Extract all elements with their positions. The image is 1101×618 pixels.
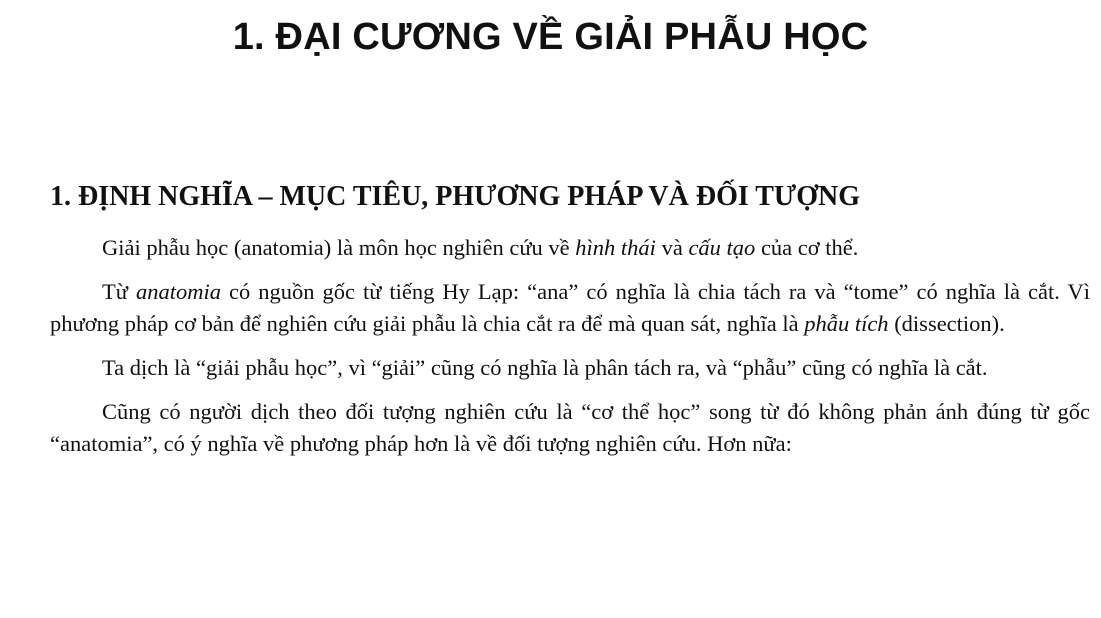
paragraph — [50, 396, 1090, 460]
paragraph-text: Ta dịch là “giải phẫu học”, vì “giải” cũng có nghĩa là phân tách ra, và “phẫu” cũng có nghĩa là cắt. — [102, 355, 988, 380]
paragraph-text: có nguồn gốc từ tiếng Hy Lạp: “ana” có nghĩa là chia tách ra và “tome” có nghĩa là cắt. Vì phương pháp cơ bản để nghiên cứu giải phẫu là chia cắt ra để mà quan sát, nghĩa là — [50, 279, 1090, 336]
italic-term: hình thái — [575, 235, 656, 260]
italic-term: cấu tạo — [688, 235, 756, 260]
paragraph-text: (dissection). — [888, 311, 1005, 336]
italic-term: anatomia — [135, 279, 221, 304]
paragraph — [50, 352, 1090, 384]
paragraph-text: Giải phẫu học (anatomia) là môn học nghiên cứu về — [102, 235, 576, 260]
paragraph-text: và — [655, 235, 689, 260]
paragraph — [50, 232, 1090, 264]
paragraph — [50, 276, 1090, 340]
paragraph-text: Từ — [102, 279, 136, 304]
section-heading: 1. ĐỊNH NGHĨA – MỤC TIÊU, PHƯƠNG PHÁP VÀ ĐỐI TƯỢNG — [50, 181, 860, 212]
section-body — [50, 232, 1090, 460]
paragraph-text: Cũng có người dịch theo đối tượng nghiên cứu là “cơ thể học” song từ đó không phản ánh đúng từ gốc “anatomia”, có ý nghĩa về phương pháp hơn là về đối tượng nghiên cứu. Hơn nữa: — [50, 399, 1090, 456]
paragraph-text: của cơ thể. — [755, 235, 859, 260]
chapter-title: 1. ĐẠI CƯƠNG VỀ GIẢI PHẪU HỌC — [232, 16, 869, 58]
italic-term: phẫu tích — [804, 311, 889, 336]
